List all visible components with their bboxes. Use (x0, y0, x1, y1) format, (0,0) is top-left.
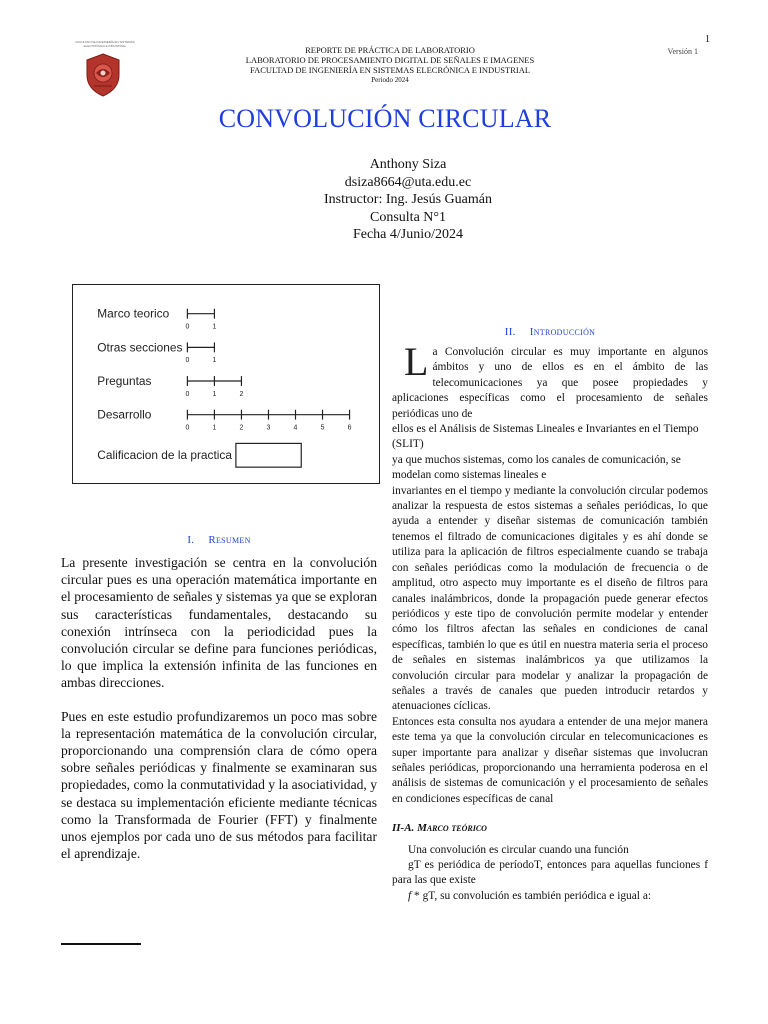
rubric-tick-label: 1 (212, 390, 217, 398)
marco-line-3: f * gT, su convolución es también periódica e igual a: (408, 889, 652, 902)
instructor: Instructor: Ing. Jesús Guamán (324, 192, 492, 207)
rubric-tick-label: 0 (185, 357, 190, 365)
rubric-row-label: Marco teorico (97, 306, 170, 321)
author-block (240, 156, 576, 244)
rubric-tick-label: 3 (266, 424, 271, 432)
rubric-tick-label: 4 (293, 424, 298, 432)
header-line-1: REPORTE DE PRÁCTICA DE LABORATORIO (305, 45, 475, 55)
section-heading-introduccion: II. Introducción (504, 326, 596, 338)
resumen-paragraph-1: La presente investigación se centra en la convolución circular pues es una operación matemática importante en el procesamiento de señales y sistemas ya que se exploran sus características fundamentales, destacando su conexión intrínseca con la periodicidad pues la convolución circular se define para funciones periódicas, lo que implica la extensión infinita de las funciones en ambas direcciones. (61, 555, 377, 691)
rubric-tick-label: 1 (212, 357, 217, 365)
rubric-tick-label: 0 (185, 390, 190, 398)
consulta-number: Consulta N°1 (370, 209, 446, 225)
introduccion-body (392, 339, 708, 904)
rubric-row-label: Desarrollo (97, 407, 152, 422)
document-title: CONVOLUCIÓN CIRCULAR (218, 104, 552, 133)
marco-line-1: Una convolución es circular cuando una función (408, 843, 629, 856)
resumen-body (61, 554, 377, 878)
intro-paragraph-1: La Convolución circular es muy importante en algunos ámbitos y uno de ellos es en el ámbito de las telecomunicaciones ya que posee propiedades y aplicaciones específicas como el procesamiento de señales periódicas uno de (392, 339, 708, 420)
rubric-row-label: Preguntas (97, 373, 152, 388)
rubric-tick-label: 2 (239, 424, 244, 432)
rubric-tick-label: 0 (185, 323, 190, 331)
rubric-tick-label: 2 (239, 390, 244, 398)
rubric-tick-label: 5 (320, 424, 325, 432)
header-line-2: LABORATORIO DE PROCESAMIENTO DIGITAL DE SEÑALES E IMAGENES (245, 55, 535, 65)
drop-cap: L (404, 339, 429, 384)
grade-label: Calificacion de la practica (97, 448, 232, 463)
rubric-tick-label: 0 (185, 424, 190, 432)
subsection-heading-marco: II-A. Marco teórico (392, 822, 487, 835)
rubric-tick-label: 1 (212, 323, 217, 331)
page-number: 1 (705, 34, 710, 45)
grading-rubric (72, 284, 380, 484)
university-seal-icon (84, 53, 122, 97)
date: Fecha 4/Junio/2024 (352, 227, 464, 242)
header-period: Periodo 2024 (371, 76, 409, 84)
version-label: Versión 1 (667, 47, 698, 56)
author-email: dsiza8664@uta.edu.ec (344, 174, 472, 190)
section-heading-resumen: I. Resumen (187, 534, 251, 546)
resumen-paragraph-2: Pues en este estudio profundizaremos un poco mas sobre la representación matemática de la convolución circular, proporcionando una comprensión clara de cómo opera sobre señales periódicas y finalmente se examinaran sus propiedades, como la conmutatividad y la asociatividad, y se destaca su implementación eficiente mediante técnicas como la Transformada de Fourier (FFT) y finalmente unos ejemplos por cada uno de sus métodos para facilitar el aprendizaje. (61, 708, 377, 862)
institution-caption: FACULTAD DE INGENIERÍA EN SISTEMAS ELECTRÓNICA E INDUSTRIAL (75, 40, 135, 48)
intro-paragraph-4: invariantes en el tiempo y mediante la convolución circular podemos analizar la respuesta de estos sistemas a señales periódicas, lo que ayuda a entender y diseñar sistemas de comunicación también tenemos el filtrado de comunicaciones digitales y es ahí donde se utiliza para la aplicación de filtros especialmente cuando se trabaja con señales periódicas como la modulación de frecuencia o de amplitud, otro aspecto muy importante es el diseño de filtros para canales inalámbricos, donde la propagación puede generar efectos periódicos y este tipo de convolución permite modelar y entender cómo los filtros afectan las señales en condiciones de canal específicas, también lo que es útil en nuestra materia seria el proceso de señales en sistemas inalámbricos ya que utilizamos la convolución circular para modelar y analizar la propagación de señales a través de canales que pueden introducir retardos y atenuaciones cíclicas. (392, 484, 708, 713)
footnote-rule (61, 943, 141, 945)
report-header (190, 45, 590, 85)
rubric-scales (73, 285, 379, 483)
marco-line-2: gT es periódica de períodoT, entonces para aquellas funciones f para las que existe (392, 859, 708, 887)
intro-paragraph-2: ellos es el Análisis de Sistemas Lineales e Invariantes en el Tiempo (SLIT) (392, 423, 699, 451)
author-name: Anthony Siza (369, 157, 447, 172)
rubric-tick-label: 6 (347, 424, 352, 432)
rubric-row-label: Otras secciones (97, 340, 183, 355)
rubric-tick-label: 1 (212, 424, 217, 432)
intro-paragraph-3: ya que muchos sistemas, como los canales de comunicación, se modelan como sistemas lineales e (392, 453, 681, 482)
header-line-3: FACULTAD DE INGENIERÍA EN SISTEMAS ELECRÓNICA E INDUSTRIAL (249, 65, 531, 75)
grade-box (236, 443, 301, 467)
intro-paragraph-5: Entonces esta consulta nos ayudara a entender de una mejor manera este tema ya que la convolución circular en telecomunicaciones es super importante para analizar y diseñar sistemas que involucran señales periódicas, proporcionando una herramienta poderosa en el análisis de sistemas de comunicación y el procesamiento de señales en condiciones específicas de canal (392, 715, 708, 805)
